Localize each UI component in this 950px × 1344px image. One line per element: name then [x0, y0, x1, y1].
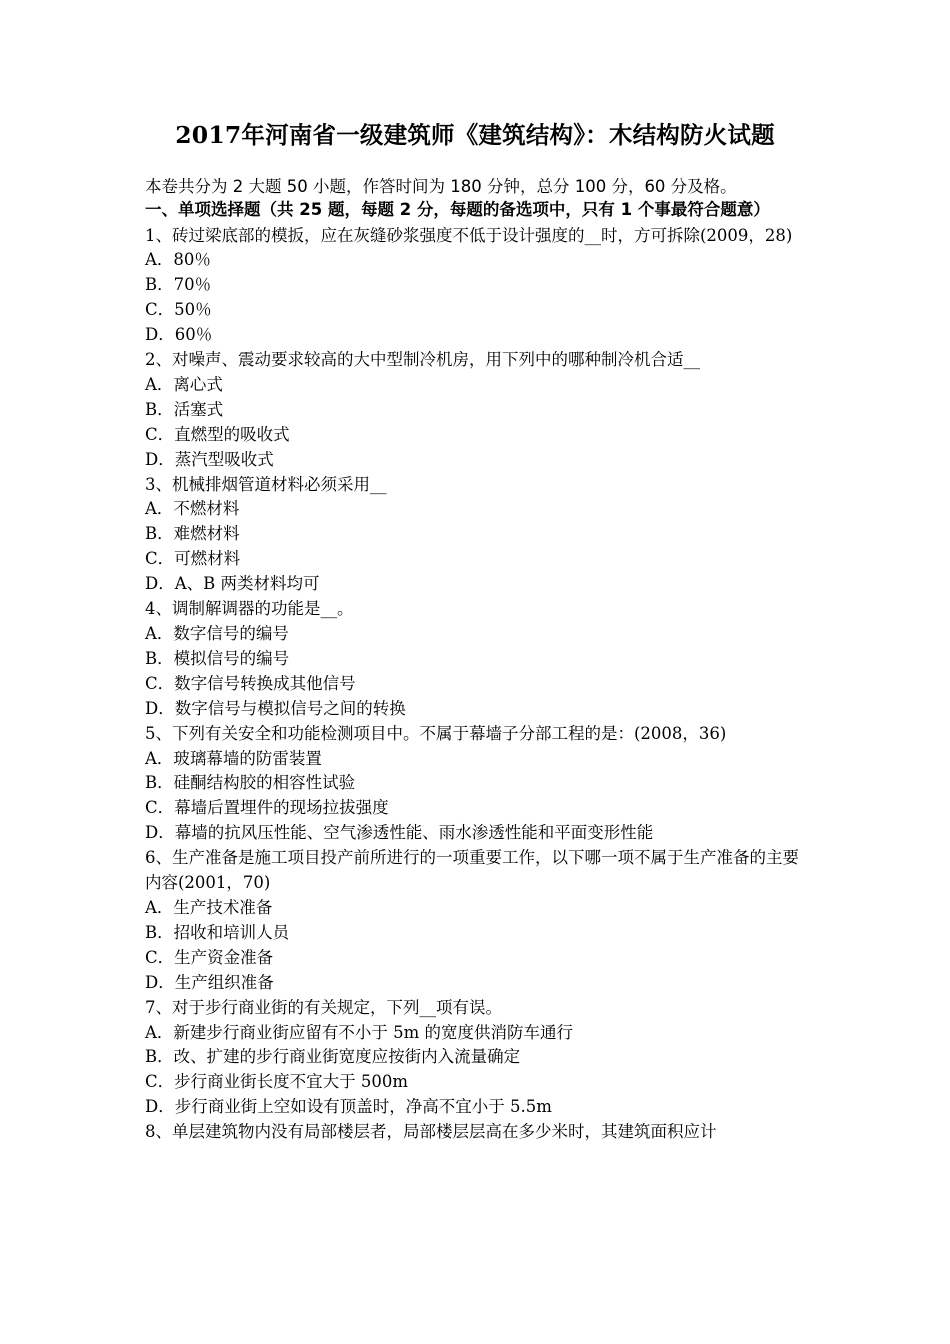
option-a: A．新建步行商业街应留有不小于 5m 的宽度供消防车通行: [145, 1022, 574, 1042]
option-a: A．生产技术准备: [145, 897, 273, 917]
question-7: [145, 996, 815, 1121]
option-a: A．离心式: [145, 374, 223, 394]
exam-intro: 本卷共分为 2 大题 50 小题，作答时间为 180 分钟，总分 100 分，60 分及格。: [145, 177, 737, 196]
option-c: C．数字信号转换成其他信号: [145, 673, 356, 693]
option-d: D．生产组织准备: [145, 972, 274, 992]
question-text: 4、调制解调器的功能是__。: [145, 599, 354, 619]
option-c: C．幕墙后置埋件的现场拉拔强度: [145, 798, 389, 818]
question-text: 7、对于步行商业街的有关规定，下列__项有误。: [145, 997, 502, 1017]
option-b: B．招收和培训人员: [145, 922, 290, 942]
option-c: C．直燃型的吸收式: [145, 424, 290, 444]
question-text: 8、单层建筑物内没有局部楼层者，局部楼层层高在多少米时，其建筑面积应计: [145, 1122, 717, 1142]
option-a: A．数字信号的编号: [145, 624, 289, 643]
question-text: 3、机械排烟管道材料必须采用__: [145, 474, 387, 494]
option-d: D．蒸汽型吸收式: [145, 449, 274, 469]
section-heading: 一、单项选择题（共 25 题，每题 2 分，每题的备选项中，只有 1 个事最符合题意）: [145, 200, 770, 219]
option-b: B．模拟信号的编号: [145, 648, 290, 668]
question-1: [145, 224, 815, 349]
option-c: C．生产资金准备: [145, 947, 274, 967]
option-d: D．步行商业街上空如设有顶盖时，净高不宜小于 5.5m: [145, 1097, 552, 1117]
option-b: B．改、扩建的步行商业街宽度应按街内入流量确定: [145, 1047, 521, 1067]
option-b: B．硅酮结构胶的相容性试验: [145, 773, 356, 793]
document-body: [145, 174, 815, 1145]
option-d: D．数字信号与模拟信号之间的转换: [145, 698, 406, 718]
question-4: [145, 597, 815, 722]
question-6: [145, 846, 815, 995]
option-b: B．难燃材料: [145, 524, 240, 544]
option-c: C．步行商业街长度不宜大于 500m: [145, 1072, 409, 1092]
question-text: 5、下列有关安全和功能检测项目中。不属于幕墙子分部工程的是：(2008，36): [145, 723, 727, 743]
question-2: [145, 348, 815, 473]
option-b: B．活塞式: [145, 399, 224, 419]
option-d: D．A、B 两类材料均可: [145, 574, 320, 594]
question-text: 1、砖过梁底部的模扳，应在灰缝砂浆强度不低于设计强度的__时，方可拆除(2009，28): [145, 225, 793, 245]
option-b: B．70％: [145, 275, 212, 295]
question-5: [145, 722, 815, 847]
question-text: 6、生产准备是施工项目投产前所进行的一项重要工作，以下哪一项不属于生产准备的主要内容(2001，70): [145, 848, 799, 893]
question-8: [145, 1120, 815, 1145]
option-d: D．幕墙的抗风压性能、空气渗透性能、雨水渗透性能和平面变形性能: [145, 823, 654, 843]
question-3: [145, 473, 815, 598]
option-c: C．可燃材料: [145, 549, 241, 569]
question-text: 2、对噪声、震动要求较高的大中型制冷机房，用下列中的哪种制冷机合适__: [145, 350, 700, 370]
option-a: A．不燃材料: [145, 499, 240, 519]
document-title: 2017年河南省一级建筑师《建筑结构》：木结构防火试题: [175, 121, 775, 149]
option-c: C．50％: [145, 300, 212, 320]
option-d: D．60％: [145, 325, 213, 345]
option-a: A．80％: [145, 250, 211, 270]
option-a: A．玻璃幕墙的防雷装置: [145, 748, 322, 768]
